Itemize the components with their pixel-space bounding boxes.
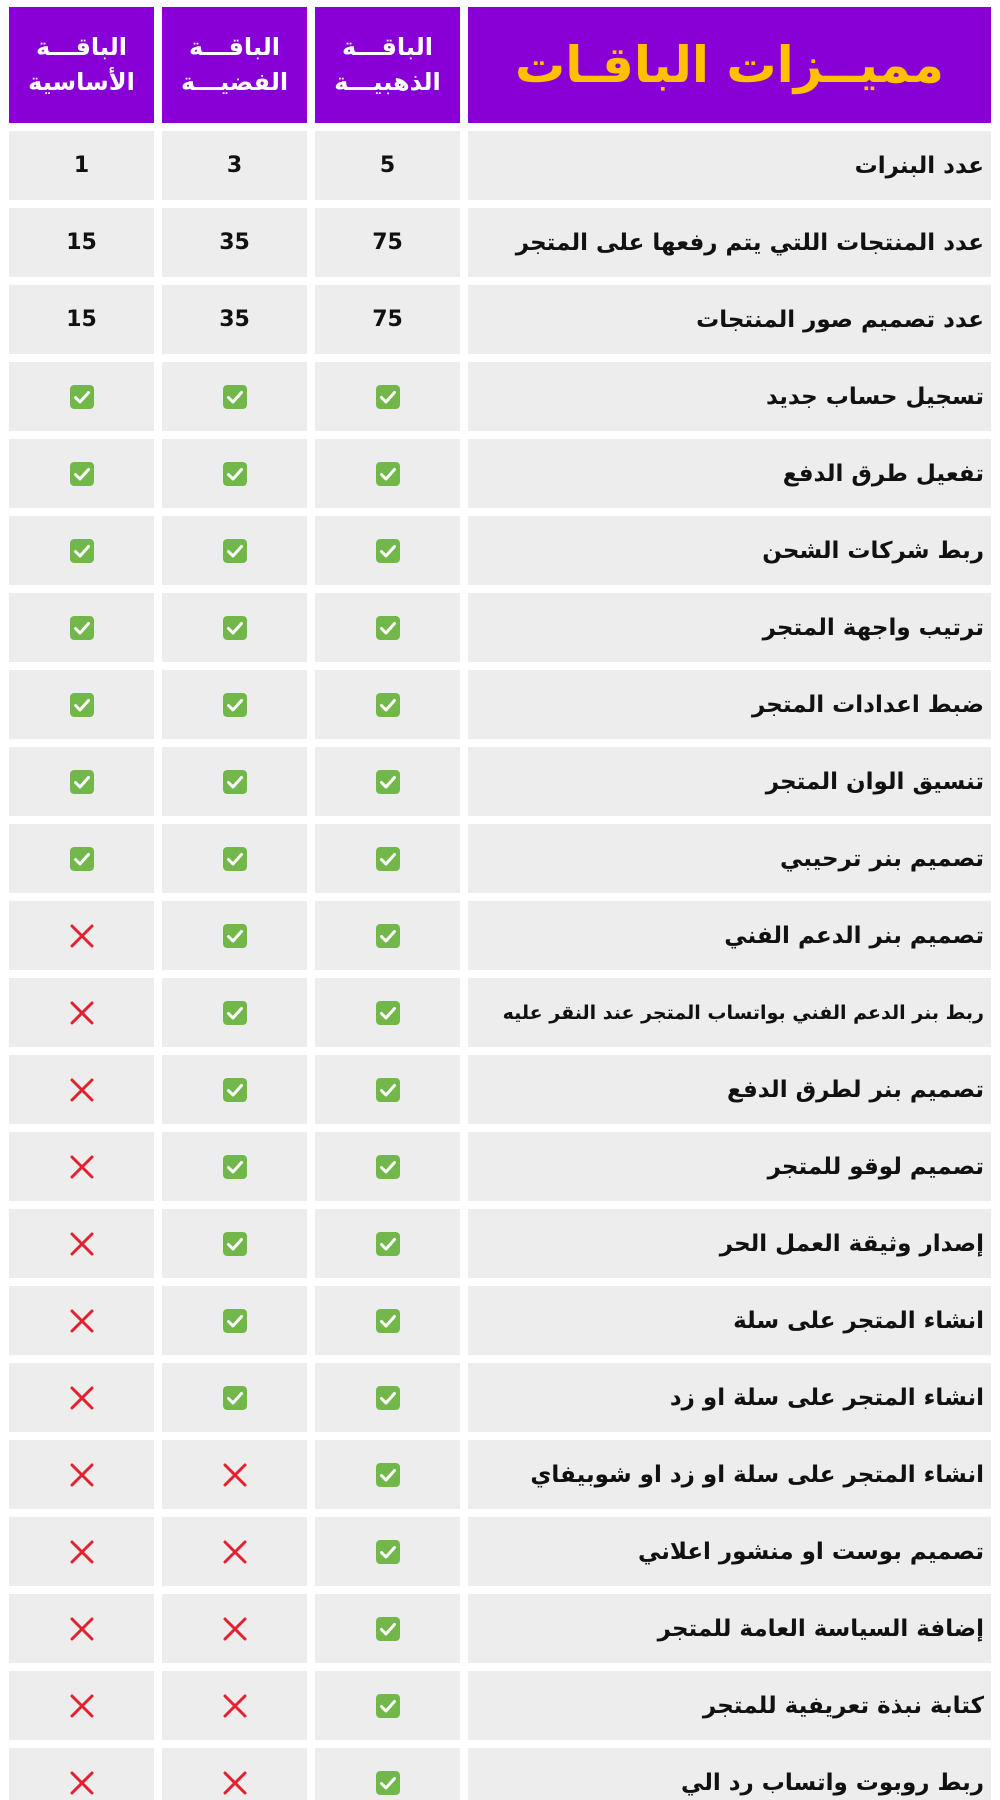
value-cell-basic (9, 1055, 154, 1124)
cross-icon (69, 1077, 95, 1103)
feature-label: عدد تصميم صور المنتجات (468, 285, 991, 354)
cross-icon (69, 1154, 95, 1180)
value-cell-silver (162, 131, 307, 200)
value-cell-gold (315, 285, 460, 354)
check-icon (70, 693, 94, 717)
feature-label: إضافة السياسة العامة للمتجر (468, 1594, 991, 1663)
value-cell-silver (162, 1132, 307, 1201)
cross-icon (69, 1000, 95, 1026)
value-cell-basic (9, 1286, 154, 1355)
check-icon (223, 770, 247, 794)
check-icon (70, 616, 94, 640)
value-cell-gold (315, 439, 460, 508)
value-cell-gold (315, 1286, 460, 1355)
feature-label: عدد البنرات (468, 131, 991, 200)
check-icon (223, 1078, 247, 1102)
check-icon (376, 1617, 400, 1641)
value-cell-basic (9, 978, 154, 1047)
value-cell-silver (162, 901, 307, 970)
value-cell-gold (315, 1748, 460, 1800)
value-number: 75 (372, 307, 403, 332)
feature-label: تصميم بنر لطرق الدفع (468, 1055, 991, 1124)
feature-label: تصميم بنر ترحيبي (468, 824, 991, 893)
value-cell-basic (9, 901, 154, 970)
check-icon (223, 616, 247, 640)
value-cell-gold (315, 593, 460, 662)
value-cell-silver (162, 1055, 307, 1124)
check-icon (376, 1001, 400, 1025)
check-icon (70, 462, 94, 486)
feature-label: انشاء المتجر على سلة او زد او شوبيفاي (468, 1440, 991, 1509)
feature-label: تصميم بوست او منشور اعلاني (468, 1517, 991, 1586)
value-cell-gold (315, 1363, 460, 1432)
value-cell-basic (9, 1671, 154, 1740)
check-icon (376, 462, 400, 486)
value-cell-gold (315, 1594, 460, 1663)
check-icon (376, 1232, 400, 1256)
value-cell-silver (162, 1209, 307, 1278)
value-cell-basic (9, 593, 154, 662)
check-icon (70, 385, 94, 409)
check-icon (223, 1001, 247, 1025)
value-cell-basic (9, 1748, 154, 1800)
check-icon (223, 1232, 247, 1256)
check-icon (376, 924, 400, 948)
check-icon (376, 1309, 400, 1333)
feature-label: كتابة نبذة تعريفية للمتجر (468, 1671, 991, 1740)
value-number: 15 (66, 307, 97, 332)
check-icon (376, 616, 400, 640)
cross-icon (69, 1770, 95, 1796)
value-cell-silver (162, 1748, 307, 1800)
check-icon (223, 385, 247, 409)
value-cell-basic (9, 747, 154, 816)
value-cell-gold (315, 747, 460, 816)
table-title: مميــزات الباقـات (468, 7, 991, 123)
value-cell-basic (9, 1132, 154, 1201)
check-icon (376, 847, 400, 871)
feature-label: تفعيل طرق الدفع (468, 439, 991, 508)
check-icon (223, 693, 247, 717)
value-cell-basic (9, 1440, 154, 1509)
value-cell-basic (9, 516, 154, 585)
value-cell-gold (315, 516, 460, 585)
value-cell-silver (162, 1517, 307, 1586)
plan-header-silver: الباقـــة الفضيـــة (162, 7, 307, 123)
value-cell-basic (9, 285, 154, 354)
plans-comparison-table (9, 7, 991, 1800)
cross-icon (222, 1770, 248, 1796)
feature-label: ربط روبوت واتساب رد الي (468, 1748, 991, 1800)
value-cell-basic (9, 670, 154, 739)
value-cell-basic (9, 439, 154, 508)
check-icon (376, 1694, 400, 1718)
value-cell-silver (162, 1286, 307, 1355)
value-cell-gold (315, 670, 460, 739)
value-cell-silver (162, 747, 307, 816)
value-cell-basic (9, 1517, 154, 1586)
cross-icon (69, 1616, 95, 1642)
value-cell-silver (162, 1440, 307, 1509)
value-cell-basic (9, 1594, 154, 1663)
value-cell-basic (9, 131, 154, 200)
cross-icon (222, 1539, 248, 1565)
value-number: 3 (226, 153, 243, 178)
cross-icon (222, 1616, 248, 1642)
check-icon (223, 1386, 247, 1410)
value-cell-basic (9, 1209, 154, 1278)
cross-icon (69, 1539, 95, 1565)
cross-icon (222, 1462, 248, 1488)
check-icon (70, 847, 94, 871)
check-icon (70, 539, 94, 563)
value-cell-gold (315, 1671, 460, 1740)
check-icon (223, 1309, 247, 1333)
value-number: 35 (219, 230, 250, 255)
feature-label: تنسيق الوان المتجر (468, 747, 991, 816)
value-cell-gold (315, 1132, 460, 1201)
check-icon (223, 1155, 247, 1179)
value-cell-basic (9, 208, 154, 277)
check-icon (376, 1155, 400, 1179)
value-cell-silver (162, 439, 307, 508)
value-cell-silver (162, 285, 307, 354)
value-cell-silver (162, 593, 307, 662)
value-cell-silver (162, 978, 307, 1047)
value-cell-silver (162, 362, 307, 431)
value-cell-silver (162, 824, 307, 893)
value-number: 5 (379, 153, 396, 178)
feature-label: تصميم لوقو للمتجر (468, 1132, 991, 1201)
feature-label: ربط شركات الشحن (468, 516, 991, 585)
value-number: 15 (66, 230, 97, 255)
value-cell-silver (162, 1363, 307, 1432)
value-cell-gold (315, 1055, 460, 1124)
feature-label: ترتيب واجهة المتجر (468, 593, 991, 662)
value-cell-gold (315, 208, 460, 277)
cross-icon (69, 1385, 95, 1411)
feature-label: تسجيل حساب جديد (468, 362, 991, 431)
value-cell-silver (162, 208, 307, 277)
check-icon (223, 924, 247, 948)
feature-label: ربط بنر الدعم الفني بواتساب المتجر عند النقر عليه (468, 978, 991, 1047)
cross-icon (69, 1231, 95, 1257)
value-cell-basic (9, 824, 154, 893)
cross-icon (69, 923, 95, 949)
feature-label: انشاء المتجر على سلة (468, 1286, 991, 1355)
check-icon (376, 1386, 400, 1410)
feature-label: انشاء المتجر على سلة او زد (468, 1363, 991, 1432)
check-icon (376, 1540, 400, 1564)
check-icon (223, 847, 247, 871)
value-number: 35 (219, 307, 250, 332)
check-icon (223, 462, 247, 486)
value-cell-silver (162, 1594, 307, 1663)
value-cell-silver (162, 516, 307, 585)
check-icon (376, 1771, 400, 1795)
feature-label: ضبط اعدادات المتجر (468, 670, 991, 739)
cross-icon (69, 1693, 95, 1719)
feature-label: إصدار وثيقة العمل الحر (468, 1209, 991, 1278)
value-cell-gold (315, 824, 460, 893)
value-number: 75 (372, 230, 403, 255)
value-cell-gold (315, 1517, 460, 1586)
value-cell-gold (315, 901, 460, 970)
check-icon (376, 1463, 400, 1487)
plan-header-basic: الباقـــة الأساسية (9, 7, 154, 123)
value-cell-gold (315, 1440, 460, 1509)
cross-icon (222, 1693, 248, 1719)
cross-icon (69, 1308, 95, 1334)
value-cell-silver (162, 670, 307, 739)
value-number: 1 (73, 153, 90, 178)
check-icon (70, 770, 94, 794)
cross-icon (69, 1462, 95, 1488)
value-cell-gold (315, 362, 460, 431)
feature-label: عدد المنتجات اللتي يتم رفعها على المتجر (468, 208, 991, 277)
check-icon (376, 539, 400, 563)
value-cell-gold (315, 978, 460, 1047)
check-icon (223, 539, 247, 563)
value-cell-gold (315, 131, 460, 200)
value-cell-gold (315, 1209, 460, 1278)
plan-header-gold: الباقـــة الذهبيـــة (315, 7, 460, 123)
value-cell-basic (9, 1363, 154, 1432)
check-icon (376, 770, 400, 794)
check-icon (376, 1078, 400, 1102)
check-icon (376, 693, 400, 717)
value-cell-silver (162, 1671, 307, 1740)
feature-label: تصميم بنر الدعم الفني (468, 901, 991, 970)
value-cell-basic (9, 362, 154, 431)
check-icon (376, 385, 400, 409)
